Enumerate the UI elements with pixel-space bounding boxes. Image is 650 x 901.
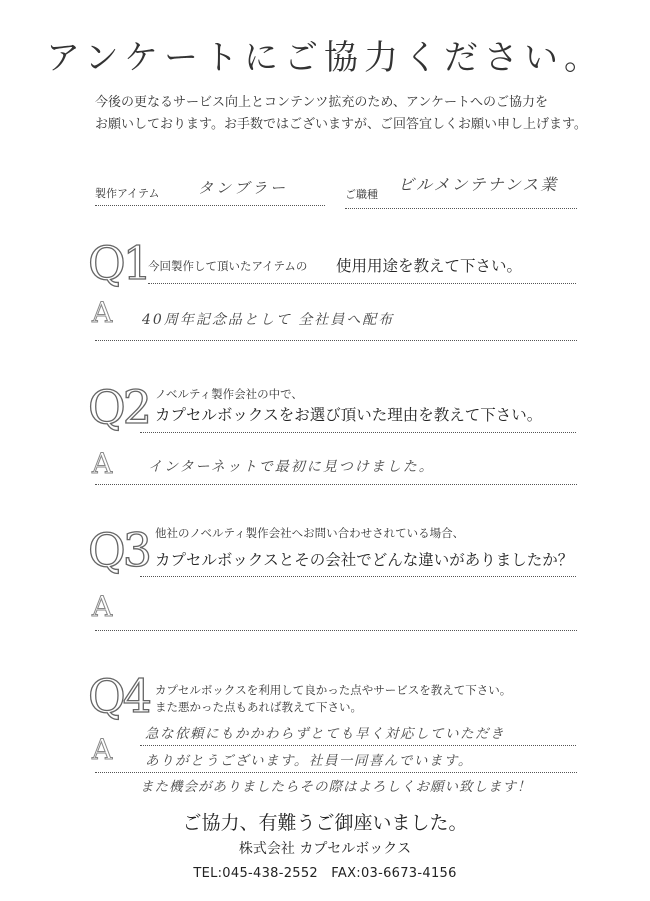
item-value: タンブラー — [198, 179, 289, 197]
q2-answer-underline — [95, 484, 577, 485]
q2-mark: Q2 — [88, 380, 149, 434]
q2-question-prefix: ノベルティ製作会社の中で、 — [155, 387, 303, 401]
q3-question-underline — [140, 576, 576, 577]
q3-mark: Q3 — [88, 523, 149, 577]
contact-info: TEL:045-438-2552 FAX:03-6673-4156 — [193, 866, 457, 881]
q1-mark: Q1 — [88, 236, 149, 290]
q3-answer-underline — [95, 630, 577, 631]
q3-question: カプセルボックスとその会社でどんな違いがありましたか？ — [155, 551, 574, 569]
q1-answer-underline — [95, 340, 577, 341]
q2-question-underline — [140, 432, 576, 433]
q4-question-line-1: カプセルボックスを利用して良かった点やサービスを教えて下さい。 — [155, 683, 512, 697]
intro-text — [95, 92, 587, 136]
q4-answer-line-1: 急な依頼にもかかわらずとても早く対応していただき — [145, 726, 505, 742]
q4-answer-mark: A — [92, 733, 113, 766]
intro-line-1: 今後の更なるサービス向上とコンテンツ拡充のため、アンケートへのご協力を — [95, 95, 549, 110]
q4-answer-underline-2 — [95, 772, 577, 773]
q1-question-underline — [148, 283, 576, 284]
occupation-label: ご職種 — [345, 188, 378, 201]
item-label: 製作アイテム — [95, 187, 160, 200]
occupation-underline — [345, 208, 577, 209]
q1-question: 使用用途を教えて下さい。 — [336, 257, 523, 275]
q1-question-prefix: 今回製作して頂いたアイテムの — [148, 259, 308, 273]
q4-answer-line-2: ありがとうございます。社員一同喜んでいます。 — [145, 753, 473, 769]
q4-answer-line-3: また機会がありましたらその際はよろしくお願い致します！ — [140, 779, 532, 795]
q4-question-line-2: また悪かった点もあれば教えて下さい。 — [155, 700, 362, 714]
q3-answer-mark: A — [92, 590, 113, 623]
q1-answer: 40周年記念品として 全社員へ配布 — [142, 312, 395, 328]
occupation-value: ビルメンテナンス業 — [398, 175, 559, 194]
q3-question-prefix: 他社のノベルティ製作会社へお問い合わせされている場合、 — [155, 526, 465, 540]
q1-answer-mark: A — [92, 296, 113, 329]
company-name: 株式会社 カプセルボックス — [238, 841, 412, 857]
q2-answer: インターネットで最初に見つけました。 — [148, 459, 435, 475]
q4-answer-underline-1 — [140, 745, 576, 746]
q4-mark: Q4 — [88, 669, 149, 723]
page-title: アンケートにご協力ください。 — [46, 38, 604, 78]
q2-question: カプセルボックスをお選び頂いた理由を教えて下さい。 — [155, 406, 543, 424]
item-underline — [95, 205, 325, 206]
intro-line-2: お願いしております。お手数ではございますが、ご回答宜しくお願い申し上げます。 — [95, 117, 587, 132]
closing-message: ご協力、有難うご御座いました。 — [182, 812, 468, 834]
q2-answer-mark: A — [92, 447, 113, 480]
